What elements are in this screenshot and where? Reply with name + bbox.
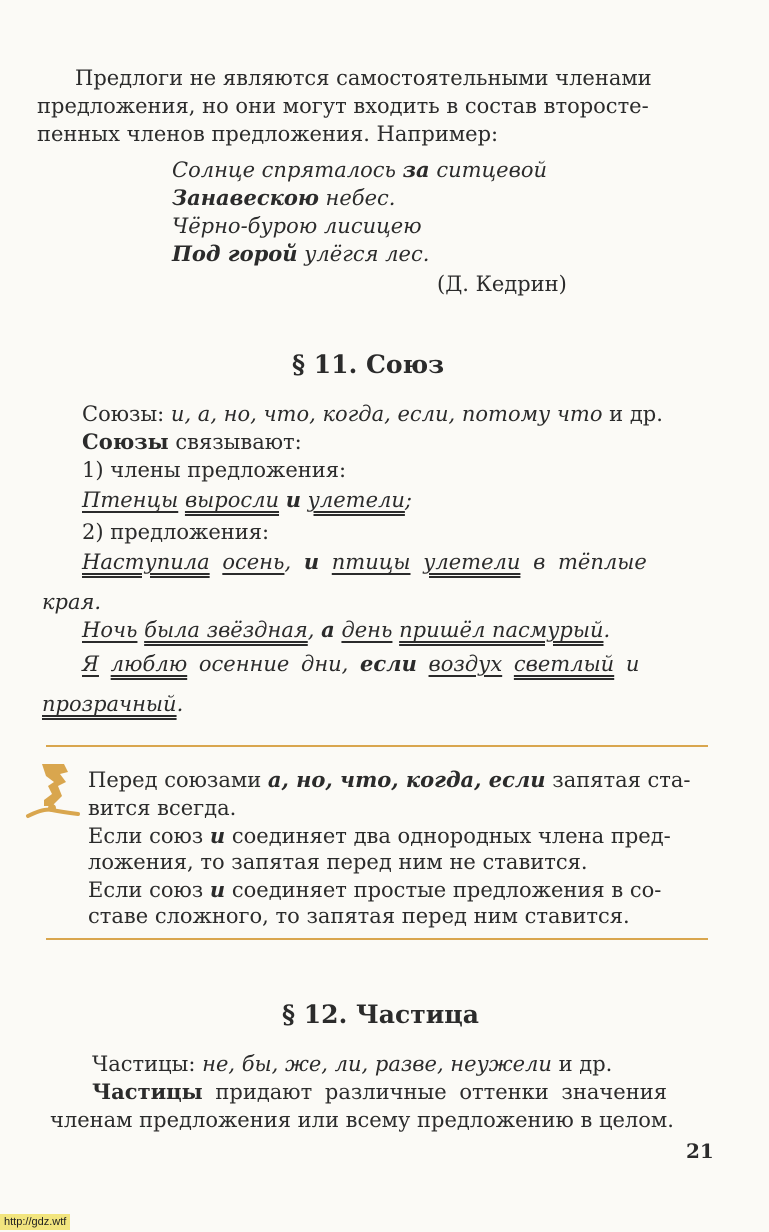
intro-line-2: предложения, но они могут входить в состав второсте- [37, 94, 649, 118]
poem-text: улёгся лес. [297, 242, 430, 266]
item-2: 2) предложения: [82, 520, 270, 544]
text-word: осенние дни, [198, 652, 349, 676]
poem-line-2 [172, 184, 395, 212]
poem-preposition: за [402, 157, 430, 182]
conj-bind-text: связывают: [168, 430, 302, 454]
poem-line-3: Чёрно-бурою лисицею [172, 214, 422, 238]
predicate-word: люблю [110, 652, 188, 676]
predicate-word: выросли [184, 488, 280, 512]
item-1: 1) члены предложения: [82, 458, 347, 482]
poem-line-4 [172, 240, 429, 268]
conj-bind-line [82, 428, 302, 456]
conj-tail: и др. [602, 402, 663, 426]
poem-text: Солнце спряталось [172, 158, 403, 182]
poem-bold-phrase: Под горой [172, 241, 298, 266]
page-number: 21 [686, 1139, 714, 1163]
subject-word: Я [82, 652, 99, 676]
poem-author: (Д. Кедрин) [437, 272, 567, 296]
conjunction-word: и [303, 549, 320, 574]
subject-word: день [341, 618, 393, 642]
rule-line-5 [88, 876, 661, 904]
particles-line-3: членам предложения или всему предложению в целом. [50, 1108, 674, 1132]
punct: . [603, 618, 611, 642]
rule-line-6: ставе сложного, то запятая перед ним ставится. [88, 904, 630, 928]
rule-text: Перед союзами [88, 768, 268, 792]
intro-line-3: пенных членов предложения. Например: [37, 122, 499, 146]
rule-bottom-divider [46, 938, 708, 940]
rule-text: соединяет два однородных члена пред- [225, 824, 671, 848]
example-2-cont: края. [42, 590, 102, 614]
particles-text: придают различные оттенки значения [202, 1080, 667, 1104]
example-3 [82, 616, 610, 644]
predicate-word: улетели [307, 488, 405, 512]
particles-label: Частицы: [92, 1052, 203, 1076]
subject-word: птицы [331, 550, 411, 574]
subject-word: Ночь [82, 618, 138, 642]
conj-list: и, а, но, что, когда, если, потому что [170, 402, 603, 426]
site-watermark[interactable]: http://gdz.wtf [0, 1214, 70, 1230]
punct: . [176, 692, 184, 716]
rule-conjunction: и [209, 823, 226, 848]
intro-line-1: Предлоги не являются самостоятельными членами [75, 66, 652, 90]
poem-text: ситцевой [429, 158, 547, 182]
poem-bold-phrase: Занавескою [172, 185, 319, 210]
fountain-pen-icon [22, 760, 82, 824]
predicate-word: пришёл пасмурый [399, 618, 604, 642]
predicate-word: прозрачный [42, 692, 177, 716]
conj-label: Союзы: [82, 402, 171, 426]
punct: , [307, 618, 315, 642]
conj-list-line [82, 400, 663, 428]
rule-top-divider [46, 745, 708, 747]
rule-text: Если союз [88, 878, 210, 902]
poem-text: небес. [318, 186, 396, 210]
particles-line-2 [92, 1078, 667, 1106]
particles-list: не, бы, же, ли, разве, неужели [202, 1052, 552, 1076]
text-word: в тёплые [533, 550, 647, 574]
rule-conjunctions: а, но, что, когда, если [267, 767, 546, 792]
predicate-word: была звёздная [144, 618, 308, 642]
rule-line-4: ложения, то запятая перед ним не ставится. [88, 850, 588, 874]
conjunction-word: а [321, 617, 335, 642]
poem-line-1 [172, 156, 547, 184]
example-2 [82, 548, 647, 576]
subject-word: осень [222, 550, 285, 574]
text-word: и [625, 652, 640, 676]
particles-tail: и др. [551, 1052, 613, 1076]
punct: ; [404, 488, 412, 512]
rule-conjunction: и [209, 877, 226, 902]
example-1 [82, 486, 412, 514]
conj-bold-term: Союзы [82, 429, 169, 454]
particles-list-line [92, 1050, 612, 1078]
rule-text: соединяет простые предложения в со- [225, 878, 662, 902]
subject-word: воздух [428, 652, 503, 676]
particles-bold-term: Частицы [92, 1079, 203, 1104]
example-4-cont [42, 690, 183, 718]
rule-line-1 [88, 766, 691, 794]
predicate-word: светлый [513, 652, 615, 676]
predicate-word: Наступила [82, 550, 210, 574]
predicate-word: улетели [423, 550, 521, 574]
subject-word: Птенцы [82, 488, 179, 512]
rule-line-2: вится всегда. [88, 796, 237, 820]
example-4 [82, 650, 639, 678]
rule-text: запятая ста- [545, 768, 691, 792]
rule-line-3 [88, 822, 671, 850]
conjunction-word: и [285, 487, 301, 512]
section-12-title: § 12. Частица [282, 1000, 479, 1029]
punct: , [284, 550, 292, 574]
rule-text: Если союз [88, 824, 210, 848]
conjunction-word: если [360, 651, 417, 676]
section-11-title: § 11. Союз [292, 350, 445, 379]
